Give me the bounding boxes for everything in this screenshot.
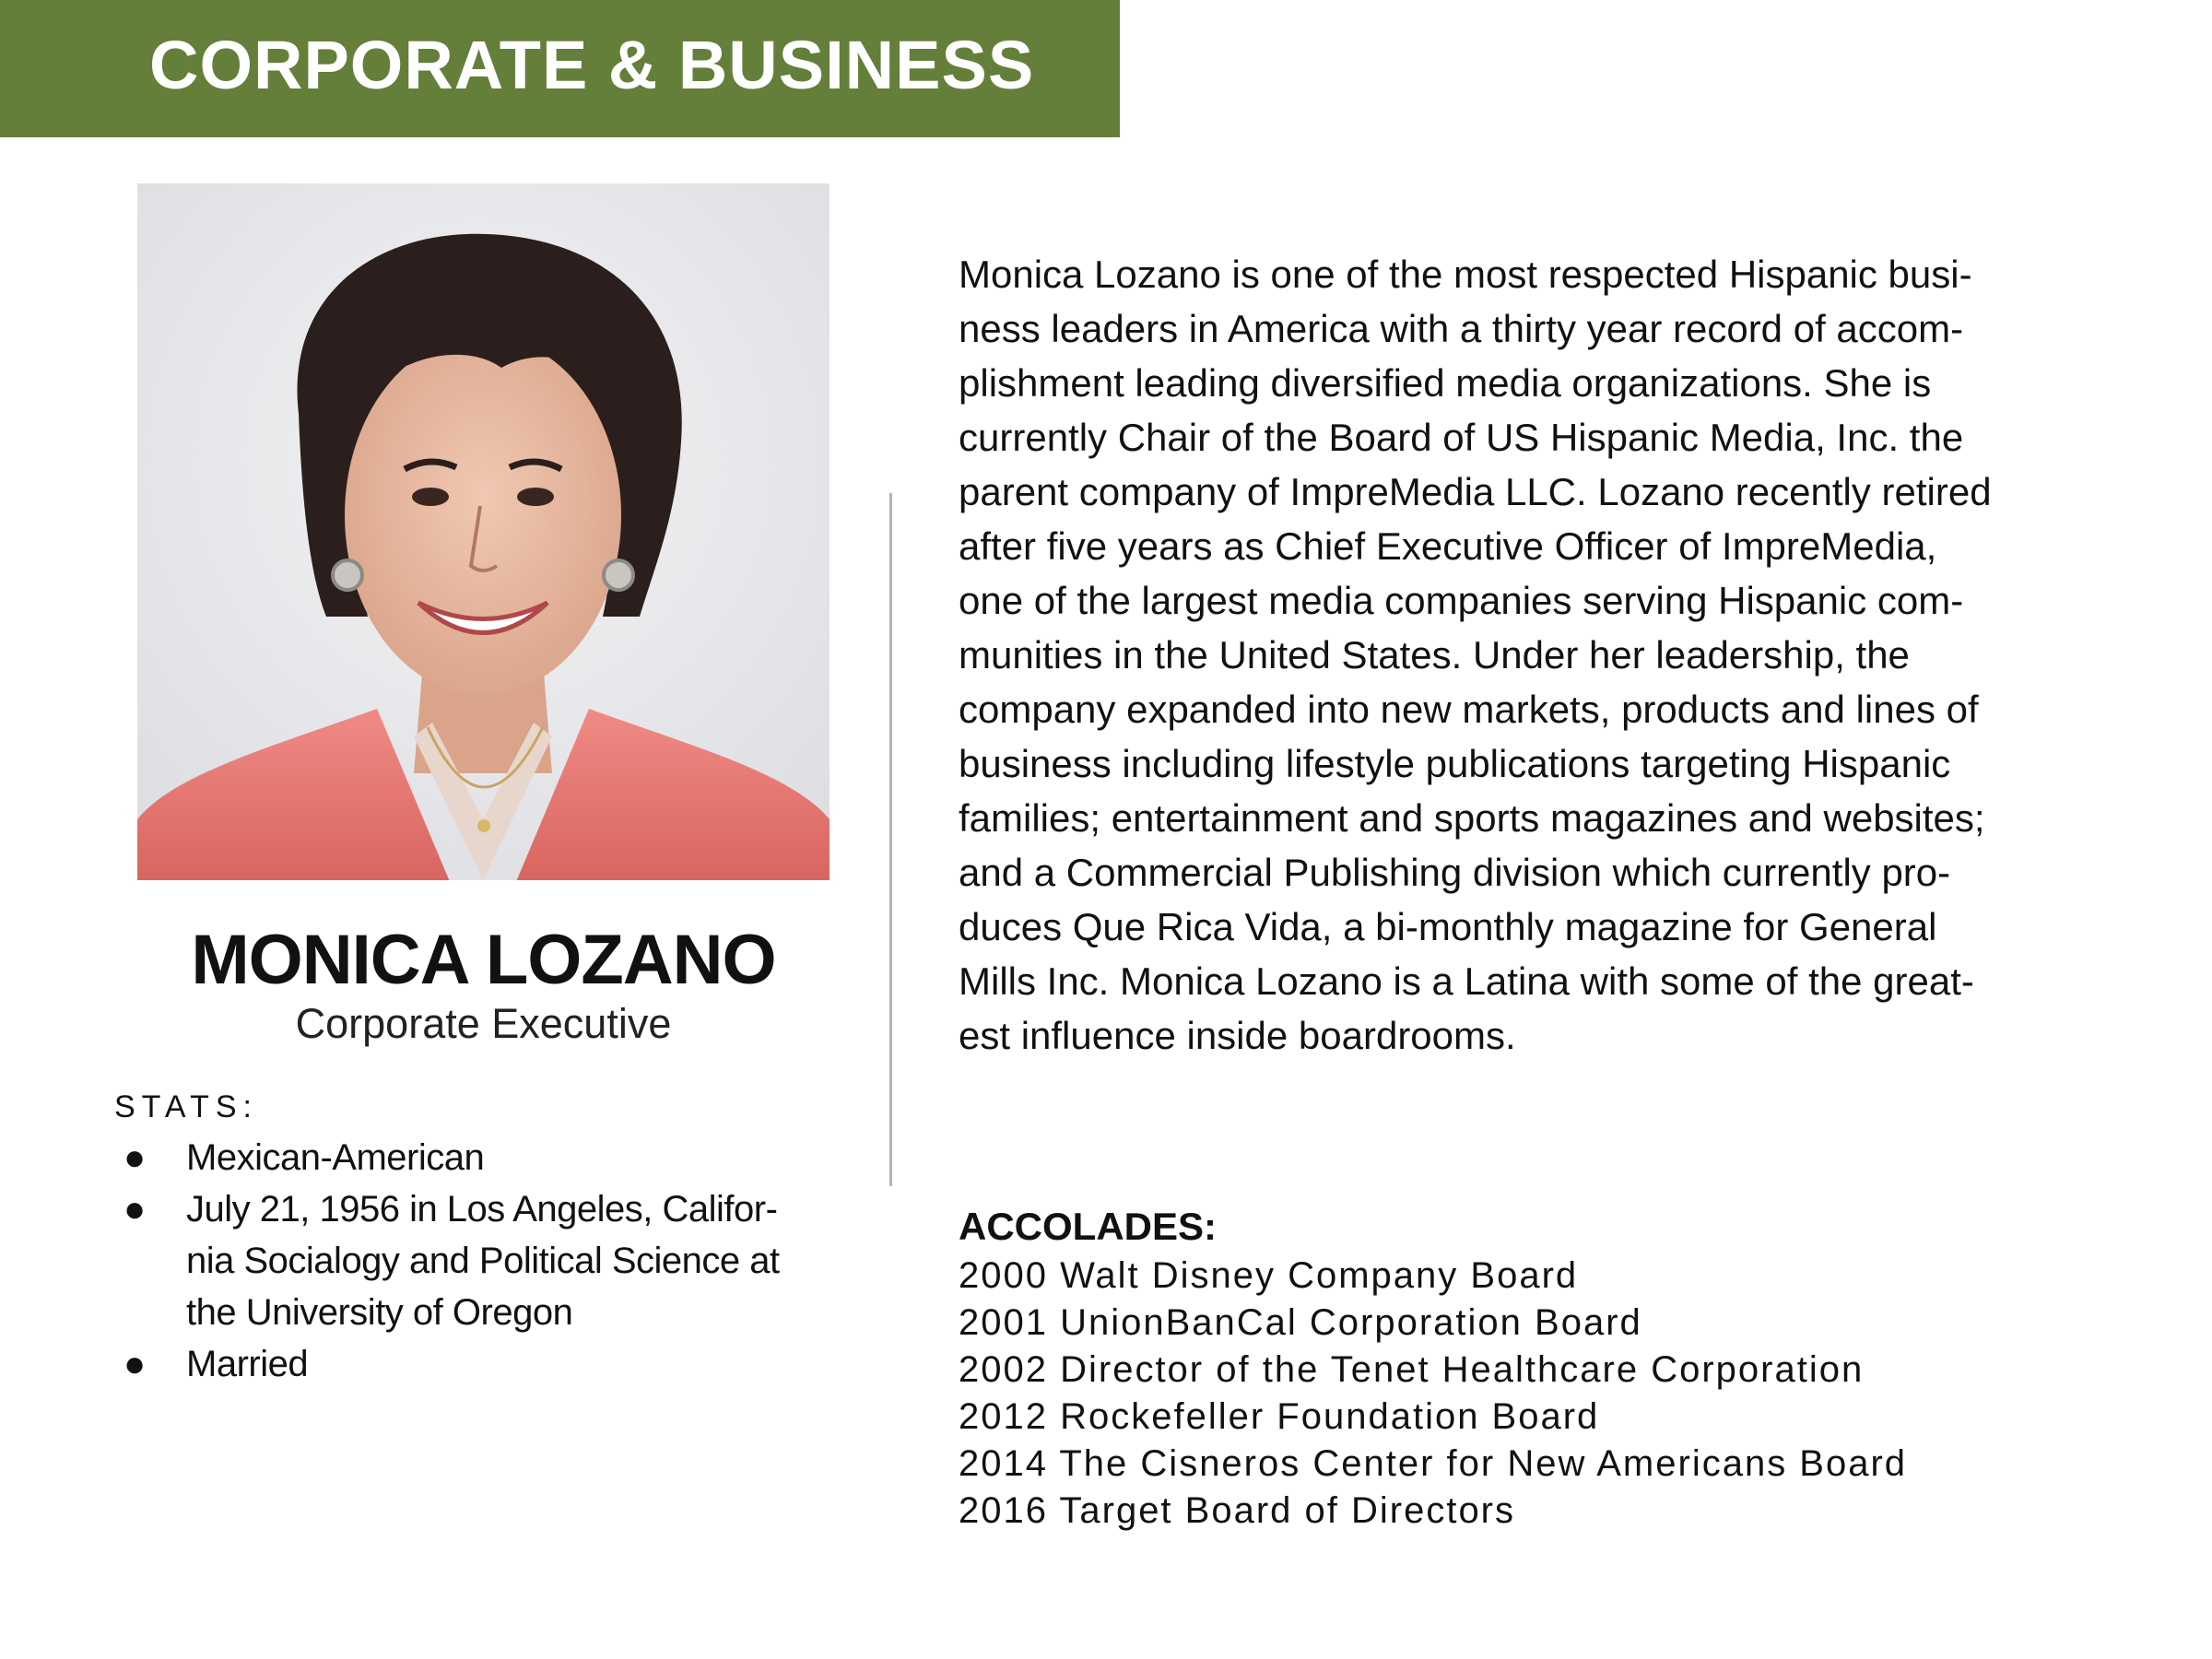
bio-line: Mills Inc. Monica Lozano is a Latina with some of the great- bbox=[959, 959, 1974, 1003]
section-header-bar bbox=[0, 0, 1120, 137]
person-name: MONICA LOZANO bbox=[191, 921, 776, 999]
accolades-title: ACCOLADES: bbox=[959, 1205, 1217, 1248]
stats-text: Married bbox=[186, 1344, 309, 1384]
bio-line: duces Que Rica Vida, a bi-monthly magazine for General bbox=[959, 905, 1937, 948]
portrait-photo bbox=[137, 183, 830, 880]
bio-line: and a Commercial Publishing division which currently pro- bbox=[959, 851, 1951, 894]
bio-line: plishment leading diversified media organizations. She is bbox=[959, 361, 1932, 405]
accolade-item: 2000 Walt Disney Company Board bbox=[959, 1255, 1579, 1296]
stats-text: July 21, 1956 in Los Angeles, Califor- bbox=[186, 1189, 778, 1230]
accolade-item: 2014 The Cisneros Center for New Americans Board bbox=[959, 1443, 1908, 1484]
accolade-item: 2012 Rockefeller Foundation Board bbox=[959, 1396, 1600, 1437]
bullet-icon: ● bbox=[124, 1344, 146, 1384]
stats-item bbox=[114, 1132, 870, 1183]
stats-text: the University of Oregon bbox=[186, 1292, 573, 1333]
portrait-illustration bbox=[137, 183, 830, 880]
bio-line: after five years as Chief Executive Officer of ImpreMedia, bbox=[959, 524, 1937, 568]
bio-line: company expanded into new markets, products and lines of bbox=[959, 688, 1979, 731]
bio-line: families; entertainment and sports magazines and websites; bbox=[959, 796, 1985, 840]
accolades-list bbox=[959, 1253, 1907, 1535]
bio-line: Monica Lozano is one of the most respected Hispanic busi- bbox=[959, 253, 1972, 296]
stats-item bbox=[114, 1183, 870, 1338]
stats-label: STATS: bbox=[114, 1089, 258, 1124]
bio-line: ness leaders in America with a thirty year record of accom- bbox=[959, 307, 1964, 350]
section-title: CORPORATE & BUSINESS bbox=[149, 27, 1035, 103]
stats-list bbox=[114, 1132, 870, 1390]
bio-line: munities in the United States. Under her leadership, the bbox=[959, 633, 1910, 677]
accolade-item: 2001 UnionBanCal Corporation Board bbox=[959, 1302, 1642, 1343]
stats-text: Mexican-American bbox=[186, 1137, 485, 1178]
bio-line: est influence inside boardrooms. bbox=[959, 1014, 1516, 1057]
stats-text: nia Socialogy and Political Science at bbox=[186, 1241, 780, 1281]
accolade-item: 2016 Target Board of Directors bbox=[959, 1490, 1516, 1531]
bullet-icon: ● bbox=[124, 1137, 146, 1178]
bio-line: parent company of ImpreMedia LLC. Lozano recently retired bbox=[959, 470, 1992, 513]
bio-line: one of the largest media companies serving Hispanic com- bbox=[959, 579, 1964, 622]
bio-line: currently Chair of the Board of US Hispanic Media, Inc. the bbox=[959, 416, 1964, 459]
column-divider bbox=[889, 493, 892, 1186]
biography bbox=[959, 247, 2083, 1063]
bullet-icon: ● bbox=[124, 1189, 146, 1230]
bio-line: business including lifestyle publications targeting Hispanic bbox=[959, 742, 1951, 785]
stats-item bbox=[114, 1338, 870, 1390]
person-role: Corporate Executive bbox=[295, 1000, 672, 1047]
accolade-item: 2002 Director of the Tenet Healthcare Corporation bbox=[959, 1349, 1865, 1390]
